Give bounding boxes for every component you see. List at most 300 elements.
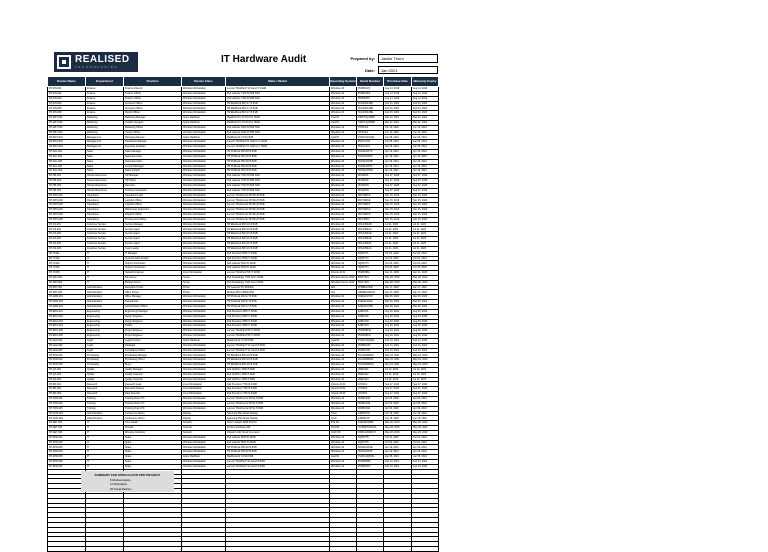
table-cell[interactable]: Mar 09, 2023 xyxy=(412,295,439,300)
table-cell[interactable]: Nov 15, 2019 xyxy=(384,217,412,222)
table-cell[interactable]: RT-SAL-005 xyxy=(48,169,86,174)
table-cell[interactable]: Dell Precision 3650 i7 32GB xyxy=(226,309,330,314)
table-cell[interactable]: RT-OPS-005 xyxy=(48,212,86,217)
table-cell[interactable]: Lenovo ThinkPad X1 Carbon i7 16GB xyxy=(226,140,330,145)
table-cell[interactable]: RT-MKT-004 xyxy=(48,130,86,135)
table-cell[interactable]: May 28, 2019 xyxy=(384,421,412,426)
table-cell[interactable]: Windows 10 xyxy=(330,183,357,188)
table-cell[interactable]: Sep 27, 2021 xyxy=(384,387,412,392)
table-cell[interactable]: Jan 17, 2022 xyxy=(412,290,439,295)
table-cell[interactable]: MJ07ABCF xyxy=(357,203,384,208)
table-cell[interactable]: Windows Workstation xyxy=(182,91,226,96)
table-cell[interactable]: Conference Room xyxy=(124,411,182,416)
table-cell[interactable]: Sales xyxy=(86,159,124,164)
table-cell[interactable]: Lenovo ThinkCentre M720q i5 8GB xyxy=(226,203,330,208)
table-cell[interactable]: IT xyxy=(86,459,124,464)
table-cell[interactable]: Dell Latitude 5520 i5 16GB xyxy=(226,261,330,266)
table-cell[interactable]: Samsung 55in Smart Display xyxy=(226,416,330,421)
table-cell[interactable]: Windows Workstation xyxy=(182,266,226,271)
table-cell[interactable]: 5CG0301ABE xyxy=(357,111,384,116)
table-cell[interactable]: Apr 06, 2023 xyxy=(412,406,439,411)
table-cell[interactable]: Sep 07, 2023 xyxy=(412,174,439,179)
table-cell[interactable]: Research xyxy=(86,382,124,387)
table-cell[interactable]: Dell PowerEdge T340 Xeon 32GB xyxy=(226,275,330,280)
table-cell[interactable]: RT-FIN-005 xyxy=(48,106,86,111)
table-cell[interactable]: Feb 14, 2024 xyxy=(412,348,439,353)
table-cell[interactable]: Jun 10, 2023 xyxy=(412,130,439,135)
table-cell[interactable]: Feb 03, 2023 xyxy=(412,111,439,116)
table-cell[interactable]: PF2BK3VQ xyxy=(357,87,384,92)
table-cell[interactable]: Server xyxy=(182,280,226,285)
table-cell[interactable]: Accounts Officer xyxy=(124,106,182,111)
table-cell[interactable]: Sales xyxy=(86,164,124,169)
table-cell[interactable]: RT-CS-006 xyxy=(48,246,86,251)
table-cell[interactable]: Windows 10 xyxy=(330,309,357,314)
table-cell[interactable] xyxy=(48,547,86,552)
table-cell[interactable]: Mar 09, 2020 xyxy=(384,304,412,309)
table-cell[interactable]: Windows Workstation xyxy=(182,130,226,135)
table-cell[interactable]: May 03, 2021 xyxy=(384,358,412,363)
table-cell[interactable]: MJ0BCD13 xyxy=(357,401,384,406)
table-cell[interactable]: Mar 09, 2023 xyxy=(412,300,439,305)
table-cell[interactable]: Windows Workstation xyxy=(182,343,226,348)
table-cell[interactable]: Nov 15, 2022 xyxy=(412,203,439,208)
table-cell[interactable]: RT-SPR-005 xyxy=(48,455,86,460)
table-cell[interactable]: MJ07ABCH xyxy=(357,212,384,217)
table-cell[interactable]: Customer Service xyxy=(86,227,124,232)
table-cell[interactable]: Windows Workstation xyxy=(182,406,226,411)
table-cell[interactable]: Nov 15, 2019 xyxy=(384,212,412,217)
table-cell[interactable]: Aug 14, 2019 xyxy=(384,87,412,92)
table-cell[interactable]: RT-OPS-003 xyxy=(48,203,86,208)
table-cell[interactable]: Jul 21, 2020 xyxy=(384,227,412,232)
table-cell[interactable]: Receptionist xyxy=(124,300,182,305)
table-cell[interactable]: MXL0452AD xyxy=(357,232,384,237)
table-cell[interactable]: Apr 19, 2024 xyxy=(412,159,439,164)
table-cell[interactable]: IT Manager xyxy=(124,251,182,256)
table-cell[interactable] xyxy=(86,547,124,552)
table-cell[interactable]: Training xyxy=(86,406,124,411)
table-cell[interactable]: Windows 10 xyxy=(330,208,357,213)
table-cell[interactable]: 4CE0221XYZ xyxy=(357,295,384,300)
table-cell[interactable]: Aug 30, 2024 xyxy=(412,329,439,334)
table-cell[interactable]: Dell Precision 7760 i9 64GB xyxy=(226,382,330,387)
table-cell[interactable]: Windows Workstation xyxy=(182,314,226,319)
table-cell[interactable]: Windows Workstation xyxy=(182,353,226,358)
table-cell[interactable]: Marketing Officer xyxy=(124,125,182,130)
table-cell[interactable]: Windows 10 xyxy=(330,445,357,450)
table-cell[interactable] xyxy=(330,547,357,552)
table-cell[interactable]: Windows Workstation xyxy=(182,363,226,368)
table-cell[interactable]: Management xyxy=(86,135,124,140)
table-cell[interactable]: May 03, 2024 xyxy=(412,358,439,363)
table-cell[interactable]: Windows 10 xyxy=(330,159,357,164)
table-cell[interactable]: IT xyxy=(86,430,124,435)
table-cell[interactable]: Lenovo ThinkCentre M720q i5 8GB xyxy=(226,198,330,203)
table-cell[interactable]: RT-HR-002 xyxy=(48,179,86,184)
table-cell[interactable]: MXL0452AF xyxy=(357,242,384,247)
table-cell[interactable]: PF2DD8KM xyxy=(357,329,384,334)
table-cell[interactable]: Data Scientist xyxy=(124,392,182,397)
table-cell[interactable]: Sales Support xyxy=(124,169,182,174)
table-cell[interactable]: Oct 02, 2020 xyxy=(384,266,412,271)
table-cell[interactable]: Administration xyxy=(86,295,124,300)
table-cell[interactable]: Management xyxy=(86,145,124,150)
table-cell[interactable]: Sales Executive xyxy=(124,159,182,164)
table-cell[interactable]: Windows Server 2019 xyxy=(330,275,357,280)
table-cell[interactable]: HP ProBook 450 G8 i5 8GB xyxy=(226,445,330,450)
table-cell[interactable]: RT-QA-002 xyxy=(48,372,86,377)
table-cell[interactable]: RT-SAL-002 xyxy=(48,154,86,159)
table-cell[interactable]: RT-SPR-002 xyxy=(48,440,86,445)
table-cell[interactable]: Finance xyxy=(86,91,124,96)
table-cell[interactable]: Windows Workstation xyxy=(182,377,226,382)
table-cell[interactable]: Apr 19, 2021 xyxy=(384,450,412,455)
table-cell[interactable]: Windows Workstation xyxy=(182,232,226,237)
table-cell[interactable]: HP ProBook 450 G8 i5 8GB xyxy=(226,149,330,154)
table-cell[interactable]: RT-SPR-004 xyxy=(48,450,86,455)
table-cell[interactable]: RT-IT-004 xyxy=(48,266,86,271)
table-cell[interactable]: Service Agent xyxy=(124,237,182,242)
table-cell[interactable]: 3QRS7T2 xyxy=(357,256,384,261)
table-cell[interactable]: Logistics Officer xyxy=(124,198,182,203)
table-cell[interactable]: Apr 19, 2021 xyxy=(384,169,412,174)
table-cell[interactable]: Windows 10 xyxy=(330,188,357,193)
table-cell[interactable]: Training Room PC xyxy=(124,401,182,406)
table-cell[interactable]: Research Lead xyxy=(124,382,182,387)
table-cell[interactable]: PF2CA1XZ xyxy=(357,140,384,145)
table-cell[interactable]: Jul 12, 2022 xyxy=(412,377,439,382)
table-cell[interactable]: Quality Inspector xyxy=(124,372,182,377)
table-cell[interactable]: Human Resources xyxy=(86,174,124,179)
table-cell[interactable]: Dell Latitude 5420 i5 8GB SSD xyxy=(226,130,330,135)
table-cell[interactable]: Dec 11, 2023 xyxy=(412,271,439,276)
table-cell[interactable]: RT-CON-002 xyxy=(48,416,86,421)
table-cell[interactable]: Apr 19, 2021 xyxy=(384,164,412,169)
table-cell[interactable]: Administration xyxy=(86,300,124,305)
table-cell[interactable]: Lenovo ThinkCentre M720q i5 8GB xyxy=(226,217,330,222)
table-cell[interactable]: MacBook Pro 16 M1 Pro 16GB xyxy=(226,116,330,121)
table-cell[interactable]: Jul 21, 2020 xyxy=(384,237,412,242)
table-cell[interactable]: Jul 21, 2023 xyxy=(412,232,439,237)
table-cell[interactable]: Marketing xyxy=(86,130,124,135)
table-cell[interactable]: Windows Workstation xyxy=(182,203,226,208)
table-cell[interactable]: 2DEF3G2 xyxy=(357,372,384,377)
date-field[interactable]: Jan 2021 xyxy=(378,66,438,74)
table-cell[interactable]: Oct 02, 2023 xyxy=(412,435,439,440)
table-cell[interactable]: Windows 10 xyxy=(330,246,357,251)
table-cell[interactable]: Windows 10 xyxy=(330,363,357,368)
table-cell[interactable]: Jun 18, 2022 xyxy=(412,411,439,416)
table-cell[interactable]: Mar 22, 2021 xyxy=(384,120,412,125)
table-cell[interactable]: Apple MacBook xyxy=(182,338,226,343)
table-cell[interactable]: Apr 06, 2023 xyxy=(412,401,439,406)
table-cell[interactable]: Engineering xyxy=(86,329,124,334)
table-cell[interactable]: Training Coordinator xyxy=(124,188,182,193)
table-cell[interactable]: Windows 10 xyxy=(330,251,357,256)
table-cell[interactable]: 1HIJ4K3 xyxy=(357,392,384,397)
table-cell[interactable]: Jan 05, 2024 xyxy=(412,455,439,460)
table-cell[interactable]: Management xyxy=(86,140,124,145)
table-cell[interactable]: RT-CS-003 xyxy=(48,232,86,237)
table-cell[interactable]: 5CD1122XZD xyxy=(357,169,384,174)
table-cell[interactable]: Nov 15, 2022 xyxy=(412,212,439,217)
table-cell[interactable]: HP EliteDesk 800 G6 i5 8GB xyxy=(226,246,330,251)
table-cell[interactable]: Jan 17, 2020 xyxy=(384,285,412,290)
table-cell[interactable]: HP LaserJet Pro M404dn xyxy=(226,285,330,290)
table-cell[interactable]: Customer Service xyxy=(86,232,124,237)
table-cell[interactable]: PF2BK8WF xyxy=(357,459,384,464)
table-cell[interactable]: UniFi OS xyxy=(330,430,357,435)
table-cell[interactable]: Training xyxy=(86,397,124,402)
table-cell[interactable]: 5CG0301ABC xyxy=(357,101,384,106)
table-cell[interactable]: Lenovo ThinkPad P15 i7 32GB xyxy=(226,271,330,276)
table-cell[interactable]: Lenovo ThinkCentre M70q i5 8GB xyxy=(226,406,330,411)
table-cell[interactable]: Feb 03, 2020 xyxy=(384,111,412,116)
table-cell[interactable]: Jan 17, 2022 xyxy=(412,285,439,290)
table-cell[interactable]: RT-IT-001 xyxy=(48,251,86,256)
table-cell[interactable]: Jul 21, 2023 xyxy=(412,237,439,242)
table-cell[interactable]: May 28, 2019 xyxy=(384,275,412,280)
table-cell[interactable]: Network xyxy=(182,421,226,426)
table-cell[interactable]: 5CG1180MNQ xyxy=(357,363,384,368)
table-cell[interactable]: Windows 10 xyxy=(330,450,357,455)
table-cell[interactable]: RT-SAL-004 xyxy=(48,164,86,169)
table-cell[interactable]: Windows 10 xyxy=(330,367,357,372)
table-cell[interactable]: Windows Workstation xyxy=(182,149,226,154)
table-cell[interactable]: RT-CS-005 xyxy=(48,242,86,247)
table-cell[interactable]: Windows 10 xyxy=(330,314,357,319)
table-cell[interactable]: RT-ENG-004 xyxy=(48,324,86,329)
table-cell[interactable]: Mar 09, 2023 xyxy=(412,304,439,309)
table-cell[interactable]: MacBook Air 13 M1 8GB xyxy=(226,135,330,140)
table-cell[interactable]: 4CE0221XZB xyxy=(357,304,384,309)
table-cell[interactable]: Lenovo ThinkPad T14 Gen2 i7 16GB xyxy=(226,87,330,92)
table-cell[interactable]: RT-RD-003 xyxy=(48,392,86,397)
table-cell[interactable]: HP EliteDesk 800 G6 i5 8GB xyxy=(226,222,330,227)
table-cell[interactable]: Windows 10 xyxy=(330,401,357,406)
table-cell[interactable]: PF2BK4RA xyxy=(357,91,384,96)
table-cell[interactable]: Aug 14, 2022 xyxy=(412,87,439,92)
table-cell[interactable]: Windows 10 xyxy=(330,203,357,208)
table-cell[interactable]: Apr 19, 2021 xyxy=(384,445,412,450)
table-cell[interactable]: Nov 15, 2022 xyxy=(412,208,439,213)
table-cell[interactable]: FVFDL0Q2Q6L xyxy=(357,338,384,343)
table-cell[interactable]: RT-QA-003 xyxy=(48,377,86,382)
table-cell[interactable]: Nov 15, 2019 xyxy=(384,193,412,198)
table-cell[interactable]: Apr 19, 2024 xyxy=(412,450,439,455)
table-cell[interactable]: 0JZ83CXN xyxy=(357,411,384,416)
table-cell[interactable]: Aug 30, 2021 xyxy=(384,329,412,334)
table-cell[interactable]: Research xyxy=(86,392,124,397)
table-cell[interactable]: RT-NET-003 xyxy=(48,430,86,435)
table-cell[interactable]: Windows Workstation xyxy=(182,372,226,377)
table-cell[interactable]: May 03, 2024 xyxy=(412,363,439,368)
table-cell[interactable]: macOS xyxy=(330,135,357,140)
table-cell[interactable]: Project Engineer xyxy=(124,334,182,339)
table-cell[interactable]: Aug 30, 2021 xyxy=(384,309,412,314)
table-cell[interactable]: HP EliteBook 840 G7 i5 8GB xyxy=(226,111,330,116)
table-cell[interactable]: Feb 14, 2021 xyxy=(384,338,412,343)
table-cell[interactable]: Windows Server 2019 xyxy=(330,280,357,285)
table-cell[interactable]: Windows Workstation xyxy=(182,401,226,406)
table-cell[interactable]: Jul 21, 2023 xyxy=(412,246,439,251)
table-cell[interactable]: HR Manager xyxy=(124,174,182,179)
table-cell[interactable]: Lenovo ThinkPad T14 Gen2 i5 8GB xyxy=(226,464,330,469)
table-cell[interactable]: Windows 10 xyxy=(330,440,357,445)
table-cell[interactable]: HP EliteDesk 800 G6 i5 8GB xyxy=(226,237,330,242)
table-cell[interactable]: Windows 10 xyxy=(330,179,357,184)
table-cell[interactable]: Finance xyxy=(86,87,124,92)
table-cell[interactable]: Tizen xyxy=(330,411,357,416)
table-cell[interactable]: MacBook Air 13 M1 8GB xyxy=(226,455,330,460)
table-cell[interactable]: MacBook Air 13 M1 8GB xyxy=(226,338,330,343)
table-cell[interactable]: Jun 18, 2020 xyxy=(384,416,412,421)
table-cell[interactable]: Jul 21, 2023 xyxy=(412,227,439,232)
table-cell[interactable]: Purchasing Officer xyxy=(124,358,182,363)
table-cell[interactable]: Aug 30, 2024 xyxy=(412,314,439,319)
table-cell[interactable]: Windows Workstation xyxy=(182,445,226,450)
table-cell[interactable]: Windows Workstation xyxy=(182,193,226,198)
table-cell[interactable]: Sales xyxy=(86,154,124,159)
table-cell[interactable]: Spare xyxy=(124,450,182,455)
table-cell[interactable]: 1HIJ4K2 xyxy=(357,387,384,392)
table-cell[interactable]: IT xyxy=(86,251,124,256)
table-cell[interactable] xyxy=(412,547,439,552)
table-cell[interactable]: Sep 07, 2023 xyxy=(412,188,439,193)
table-cell[interactable]: Windows 10 xyxy=(330,125,357,130)
table-cell[interactable]: Finance Officer xyxy=(124,96,182,101)
table-cell[interactable]: Sep 27, 2024 xyxy=(412,382,439,387)
table-cell[interactable]: Oct 02, 2023 xyxy=(412,266,439,271)
table-cell[interactable]: Lenovo ThinkPad T14 Gen2 i5 8GB xyxy=(226,348,330,353)
table-cell[interactable]: IT xyxy=(86,266,124,271)
table-cell[interactable]: Jul 21, 2020 xyxy=(384,232,412,237)
table-cell[interactable]: May 28, 2019 xyxy=(384,430,412,435)
table-cell[interactable]: Dell Latitude 5520 i5 16GB xyxy=(226,266,330,271)
table-cell[interactable]: May 28, 2024 xyxy=(412,275,439,280)
table-cell[interactable]: F09FC2A1B2C3 xyxy=(357,430,384,435)
table-cell[interactable]: RT-SAL-001 xyxy=(48,149,86,154)
table-cell[interactable]: RT-MGT-002 xyxy=(48,140,86,145)
table-cell[interactable]: Jul 12, 2022 xyxy=(412,367,439,372)
table-cell[interactable]: 9KLM2N3 xyxy=(357,183,384,188)
table-cell[interactable]: RT-IT-003 xyxy=(48,261,86,266)
table-cell[interactable]: Aug 30, 2024 xyxy=(412,324,439,329)
table-cell[interactable]: Windows Workstation xyxy=(182,125,226,130)
table-cell[interactable]: Windows 10 xyxy=(330,101,357,106)
table-cell[interactable]: Jul 12, 2019 xyxy=(384,372,412,377)
table-cell[interactable]: macOS xyxy=(330,116,357,121)
table-cell[interactable]: Sep 07, 2020 xyxy=(384,183,412,188)
table-cell[interactable]: Oct 02, 2020 xyxy=(384,256,412,261)
table-cell[interactable]: Oct 02, 2020 xyxy=(384,251,412,256)
table-cell[interactable]: 6ABC1D2 xyxy=(357,314,384,319)
table-cell[interactable]: Quality Inspector xyxy=(124,377,182,382)
table-cell[interactable]: Jan 05, 2021 xyxy=(384,455,412,460)
table-cell[interactable]: RT-MKT-003 xyxy=(48,125,86,130)
table-cell[interactable]: Windows Workstation xyxy=(182,227,226,232)
table-cell[interactable]: Dell Precision 7760 i9 64GB xyxy=(226,392,330,397)
table-cell[interactable]: Drafter xyxy=(124,324,182,329)
table-cell[interactable] xyxy=(182,547,226,552)
table-cell[interactable]: 6ABC1D4 xyxy=(357,324,384,329)
table-cell[interactable]: U63891A0N123 xyxy=(357,290,384,295)
table-cell[interactable]: Network Engineer xyxy=(124,271,182,276)
table-cell[interactable]: Customer Service xyxy=(86,222,124,227)
table-cell[interactable]: Service Agent xyxy=(124,242,182,247)
table-cell[interactable]: RT-SPR-007 xyxy=(48,464,86,469)
table-cell[interactable]: Windows Workstation xyxy=(182,348,226,353)
table-cell[interactable]: Apr 06, 2020 xyxy=(384,401,412,406)
table-cell[interactable]: Windows Workstation xyxy=(182,174,226,179)
table-cell[interactable]: RT-PUR-003 xyxy=(48,363,86,368)
table-cell[interactable]: HP ProDesk 400 G7 i5 8GB xyxy=(226,295,330,300)
table-cell[interactable]: Windows Workstation xyxy=(182,358,226,363)
table-cell[interactable]: RT-HR-003 xyxy=(48,183,86,188)
table-cell[interactable]: RT-MGT-001 xyxy=(48,135,86,140)
table-cell[interactable]: Spare xyxy=(124,455,182,460)
table-cell[interactable]: macOS xyxy=(330,455,357,460)
table-cell[interactable]: Sales xyxy=(86,169,124,174)
table-cell[interactable]: Operations xyxy=(86,193,124,198)
table-cell[interactable]: Legal xyxy=(86,338,124,343)
table-cell[interactable]: Purchasing xyxy=(86,353,124,358)
table-cell[interactable]: 5CG0301ABD xyxy=(357,106,384,111)
table-cell[interactable]: Feb 14, 2024 xyxy=(412,459,439,464)
table-cell[interactable]: Windows Workstation xyxy=(182,334,226,339)
table-cell[interactable]: Dispatch Officer xyxy=(124,212,182,217)
table-cell[interactable]: Sep 07, 2020 xyxy=(384,174,412,179)
table-cell[interactable]: Administration xyxy=(86,285,124,290)
table-cell[interactable]: Windows 10 xyxy=(330,130,357,135)
table-cell[interactable]: Sales xyxy=(86,149,124,154)
table-cell[interactable]: Windows 10 xyxy=(330,242,357,247)
table-cell[interactable]: Training Room PC xyxy=(124,397,182,402)
table-cell[interactable]: Core Switch xyxy=(124,421,182,426)
table-cell[interactable]: HP EliteDesk 800 G6 i5 8GB xyxy=(226,242,330,247)
table-cell[interactable]: FortiOS xyxy=(330,426,357,431)
table-cell[interactable]: Windows Workstation xyxy=(182,261,226,266)
table-cell[interactable]: IT xyxy=(86,275,124,280)
table-cell[interactable]: MXL0452AC xyxy=(357,227,384,232)
table-cell[interactable]: RT-ADM-001 xyxy=(48,295,86,300)
table-cell[interactable]: IT xyxy=(86,445,124,450)
table-cell[interactable]: Jul 21, 2020 xyxy=(384,242,412,247)
table-cell[interactable]: Administration xyxy=(86,290,124,295)
table-cell[interactable]: Windows Workstation xyxy=(182,101,226,106)
table-cell[interactable]: Linux Workstation xyxy=(182,387,226,392)
table-cell[interactable]: 5CD1122XZC xyxy=(357,164,384,169)
table-cell[interactable]: FGT60FTK21001 xyxy=(357,426,384,431)
table-cell[interactable]: Windows Workstation xyxy=(182,295,226,300)
table-cell[interactable]: 5CD1122XZB xyxy=(357,159,384,164)
table-cell[interactable]: Feb 14, 2021 xyxy=(384,343,412,348)
table-cell[interactable]: Fortinet FortiGate 60F xyxy=(226,426,330,431)
table-cell[interactable]: RT-SRV-002 xyxy=(48,280,86,285)
table-cell[interactable]: Windows 10 xyxy=(330,154,357,159)
table-cell[interactable]: Windows 10 xyxy=(330,459,357,464)
table-cell[interactable]: Jul 12, 2022 xyxy=(412,372,439,377)
table-cell[interactable]: May 03, 2021 xyxy=(384,353,412,358)
table-cell[interactable]: Windows 10 xyxy=(330,87,357,92)
table-cell[interactable]: IT xyxy=(86,261,124,266)
table-cell[interactable]: 8WXY9Z1 xyxy=(357,275,384,280)
table-cell[interactable]: Dell Latitude 5420 i5 8GB SSD xyxy=(226,125,330,130)
table-cell[interactable]: Apr 19, 2024 xyxy=(412,164,439,169)
table-cell[interactable]: 2DEF3G3 xyxy=(357,377,384,382)
table-cell[interactable]: RT-IT-005 xyxy=(48,271,86,276)
